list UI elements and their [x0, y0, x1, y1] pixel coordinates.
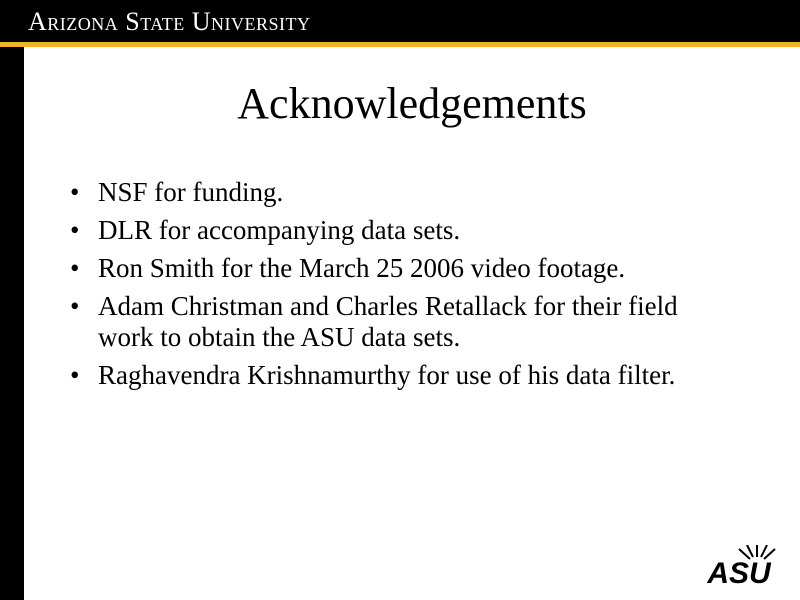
header-bar: [0, 0, 800, 42]
gold-divider: [0, 42, 800, 47]
bullet-icon: •: [70, 360, 80, 390]
university-name: Arizona State University: [28, 7, 311, 36]
list-item-text: Ron Smith for the March 25 2006 video footage.: [98, 253, 626, 283]
list-item-text: DLR for accompanying data sets.: [98, 215, 461, 245]
list-item: [70, 177, 730, 208]
slide-title: Acknowledgements: [237, 79, 587, 128]
bullet-icon: •: [70, 253, 80, 283]
acknowledgement-list: [70, 177, 730, 398]
bullet-icon: •: [70, 291, 80, 321]
left-sidebar-bar: [0, 47, 24, 600]
list-item-text: Raghavendra Krishnamurthy for use of his data filter.: [98, 360, 676, 390]
list-item: [70, 215, 730, 246]
asu-logo-icon: [697, 545, 781, 585]
list-item: [70, 253, 730, 284]
asu-logo-text: ASU: [707, 557, 771, 585]
bullet-icon: •: [70, 177, 80, 207]
list-item: [70, 291, 730, 353]
bullet-icon: •: [70, 215, 80, 245]
list-item-text: Adam Christman and Charles Retallack for their field work to obtain the ASU data sets.: [98, 291, 678, 352]
list-item: [70, 360, 730, 391]
list-item-text: NSF for funding.: [98, 177, 284, 207]
